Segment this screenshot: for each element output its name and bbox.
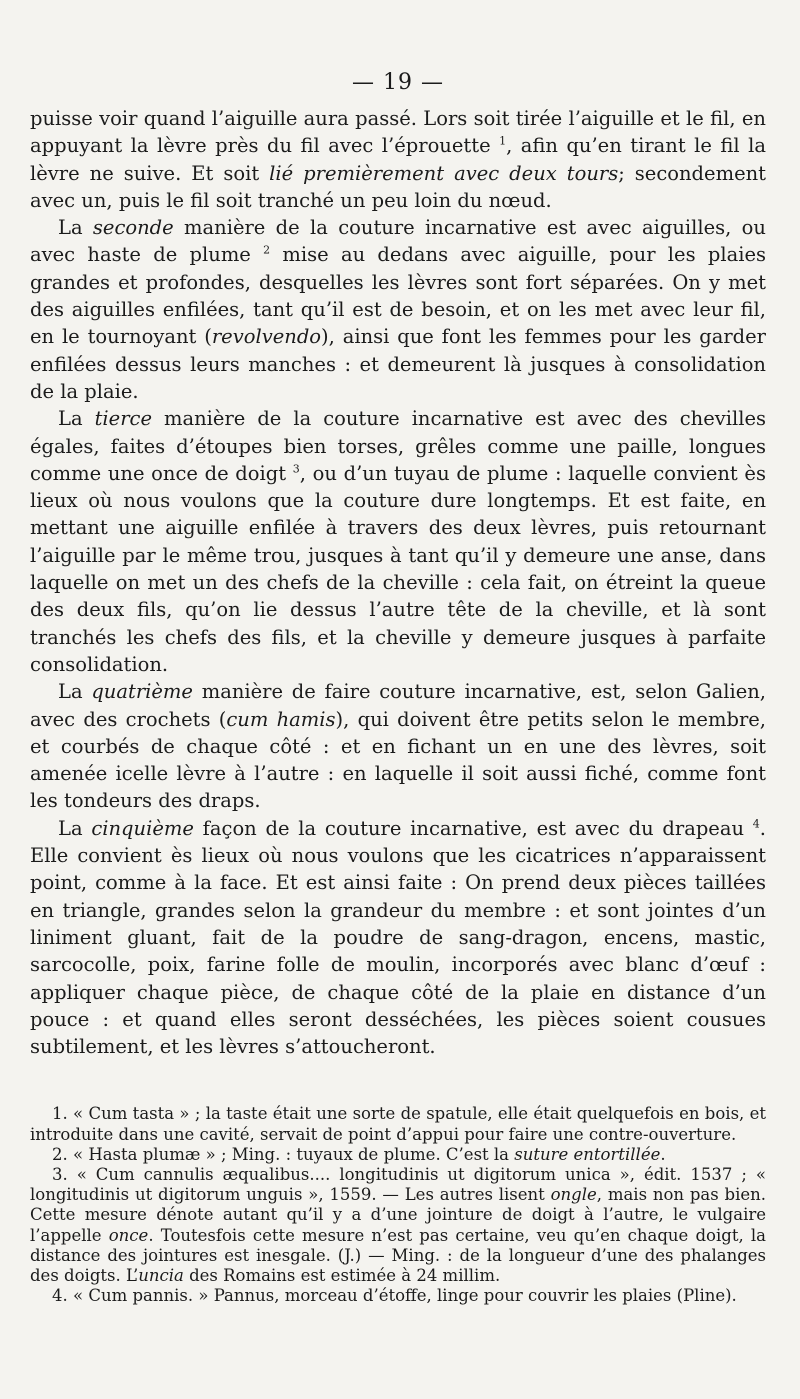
- italic-text: seconde: [92, 216, 174, 240]
- italic-text: quatrième: [91, 680, 193, 704]
- body-text: [30, 105, 766, 1060]
- italic-text: cinquième: [91, 816, 194, 840]
- italic-text: revolvendo: [211, 325, 322, 349]
- footnote-ref: 3: [292, 462, 300, 476]
- paragraph: La quatrième manière de faire couture incarnative, est, selon Galien, avec des crochets (cum hamis), qui doivent être petits selon le membre, et courbés de chaque côté : et en fichant un en une des lèvres, soit amenée icelle lèvre à l’autre : en laquelle il soit aussi fiché, comme font les tondeurs des draps.: [30, 680, 766, 813]
- page-number: — 19 —: [352, 70, 444, 95]
- paragraph: La tierce manière de la couture incarnative est avec des chevilles égales, faites d’étoupes bien torses, grêles comme une paille, longues comme une once de doigt $^3$, ou d’un tuyau de plume : laquelle convient ès lieux où nous voulons que la couture dure longtemps. Et est faite, en mettant une aiguille enfilée à travers des deux lèvres, puis retournant l’aiguille par le même trou, jusques à tant qu’il y demeure une anse, dans laquelle on met un des chefs de la cheville : cela fait, on étreint la queue des deux fils, qu’on lie dessus l’autre tête de la cheville, et là sont tranchés les chefs des fils, et la cheville y demeure jusques à parfaite consolidation.: [30, 407, 767, 676]
- paragraph: puisse voir quand l’aiguille aura passé. Lors soit tirée l’aiguille et le fil, en appuyant la lèvre près du fil avec l’éprouette $^1$, afin qu’en tirant le fil la lèvre ne suive. Et soit lié premièrement avec deux tours; secondement avec un, puis le fil soit tranché un peu loin du nœud.: [30, 107, 766, 212]
- paragraph: La seconde manière de la couture incarnative est avec aiguilles, ou avec haste de plume $^2$ mise au dedans avec aiguille, pour les plaies grandes et profondes, desquelles les lèvres sont fort séparées. On y met des aiguilles enfilées, tant qu’il est de besoin, et on les met avec leur fil, en le tournoyant (revolvendo), ainsi que font les femmes pour les garder enfilées dessus leurs manches : et demeurent là jusques à consolidation de la plaie.: [30, 216, 766, 403]
- italic-text: uncia: [138, 1266, 184, 1286]
- footnote: 2. « Hasta plumæ » ; Ming. : tuyaux de plume. C’est la suture entortillée.: [52, 1144, 666, 1164]
- footnotes: [30, 1104, 766, 1306]
- footnote-ref: 2: [263, 243, 271, 257]
- italic-text: tierce: [94, 407, 152, 431]
- footnote-ref: 1: [499, 134, 507, 148]
- paragraph: La cinquième façon de la couture incarnative, est avec du drapeau $^4$. Elle convient ès lieux où nous voulons que les cicatrices n’apparaissent point, comme à la face. Et est ainsi faite : On prend deux pièces taillées en triangle, grandes selon la grandeur du membre : et sont jointes d’un liniment gluant, fait de la poudre de sang-dragon, encens, mastic, sarcocolle, poix, farine folle de moulin, incorporés avec blanc d’œuf : appliquer chaque pièce, de chaque côté de la plaie en distance d’un pouce : et quand elles seront desséchées, les pièces soient cousues subtilement, et les lèvres s’attoucheront.: [30, 816, 766, 1059]
- italic-text: ongle: [550, 1185, 597, 1205]
- italic-text: lié premièrement avec deux tours: [269, 161, 619, 185]
- footnote: 1. « Cum tasta » ; la taste était une sorte de spatule, elle était quelquefois en bois, et introduite dans une cavité, servait de point d’appui pour faire une contre-ouverture.: [30, 1104, 766, 1144]
- footnote: 3. « Cum cannulis æqualibus.... longitudinis ut digitorum unica », édit. 1537 ; « longitudinis ut digitorum unguis », 1559. — Les autres lisent ongle, mais non pas bien. Cette mesure dénote autant qu’il y a d’une jointure de doigt à l’autre, le vulgaire l’appelle once. Toutesfois cette mesure n’est pas certaine, veu qu’en chaque doigt, la distance des jointures est inesgale. (J.) — Ming. : de la longueur d’une des phalanges des doigts. L’uncia des Romains est estimée à 24 millim.: [30, 1165, 766, 1286]
- italic-text: suture entortillée: [514, 1144, 661, 1164]
- footnote: 4. « Cum pannis. » Pannus, morceau d’étoffe, linge pour couvrir les plaies (Pline).: [52, 1286, 737, 1306]
- footnote-ref: 4: [752, 817, 760, 831]
- italic-text: once: [108, 1225, 149, 1245]
- italic-text: cum hamis: [226, 707, 336, 731]
